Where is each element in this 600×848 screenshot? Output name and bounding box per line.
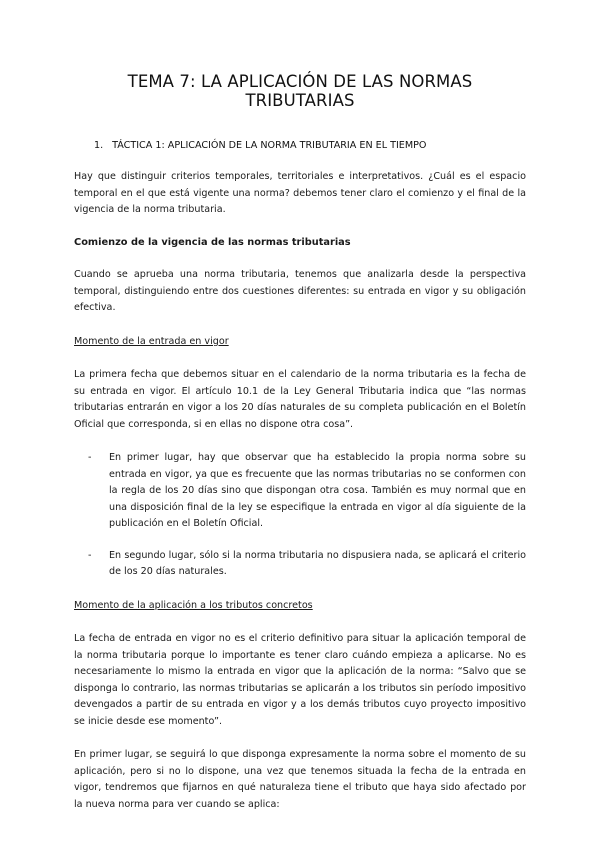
- aplicacion-heading: Momento de la aplicación a los tributos concretos: [74, 599, 313, 611]
- intro-paragraph: Hay que distinguir criterios temporales, territoriales e interpretativos. ¿Cuál es el espacio temporal en el que está vigente una norma? debemos tener claro el comienzo y el final de la vigencia de la norma tributaria.: [74, 171, 526, 215]
- vigencia-heading: Comienzo de la vigencia de las normas tributarias: [74, 236, 351, 248]
- dash-marker: -: [88, 549, 92, 561]
- list-item-text: En segundo lugar, sólo si la norma tributaria no dispusiera nada, se aplicará el criterio de los 20 días naturales.: [109, 549, 526, 577]
- section-title: TÁCTICA 1: APLICACIÓN DE LA NORMA TRIBUTARIA EN EL TIEMPO: [112, 140, 427, 151]
- final-paragraph: En primer lugar, se seguirá lo que disponga expresamente la norma sobre el momento de su aplicación, pero si no lo dispone, una vez que tenemos situada la fecha de la entrada en vigor, tendremos que fijarnos en qué naturaleza tiene el tributo que haya sido afectado por la nueva norma para ver cuando se aplica:: [74, 749, 526, 810]
- section-heading: [94, 140, 526, 151]
- section-number: 1.: [94, 140, 104, 151]
- list-item: [74, 450, 526, 533]
- entrada-heading: Momento de la entrada en vigor: [74, 335, 229, 347]
- dash-marker: -: [88, 452, 92, 463]
- vigencia-paragraph: Cuando se aprueba una norma tributaria, tenemos que analizarla desde la perspectiva temporal, distinguiendo entre dos cuestiones diferentes: su entrada en vigor y su obligación efectiva.: [74, 269, 526, 313]
- aplicacion-paragraph: La fecha de entrada en vigor no es el criterio definitivo para situar la aplicación temporal de la norma tributaria porque lo importante es tener claro cuándo empieza a aplicarse. No es necesariamente lo mismo la entrada en vigor que la aplicación de la norma: “Salvo que se disponga lo contrario, las normas tributarias se aplicarán a los tributos sin período impositivo devengados a partir de su entrada en vigor y a los demás tributos cuyo proyecto impositivo se inicie desde ese momento”.: [74, 633, 526, 727]
- entrada-paragraph: La primera fecha que debemos situar en el calendario de la norma tributaria es la fecha de su entrada en vigor. El artículo 10.1 de la Ley General Tributaria indica que “las normas tributarias entrarán en vigor a los 20 días naturales de su completa publicación en el Boletín Oficial que corresponda, si en ellas no dispone otra cosa”.: [74, 369, 526, 430]
- document-title: TEMA 7: LA APLICACIÓN DE LAS NORMAS TRIBUTARIAS: [127, 72, 473, 110]
- list-item: [74, 548, 526, 581]
- bullet-list: [74, 450, 526, 581]
- list-item-text: En primer lugar, hay que observar que ha establecido la propia norma sobre su entrada en vigor, ya que es frecuente que las normas tributarias no se conformen con la regla de los 20 días sino que dispongan otra cosa. También es muy normal que en una disposición final de la ley se especifique la entrada en vigor al día siguiente de la publicación en el Boletín Oficial.: [109, 452, 526, 529]
